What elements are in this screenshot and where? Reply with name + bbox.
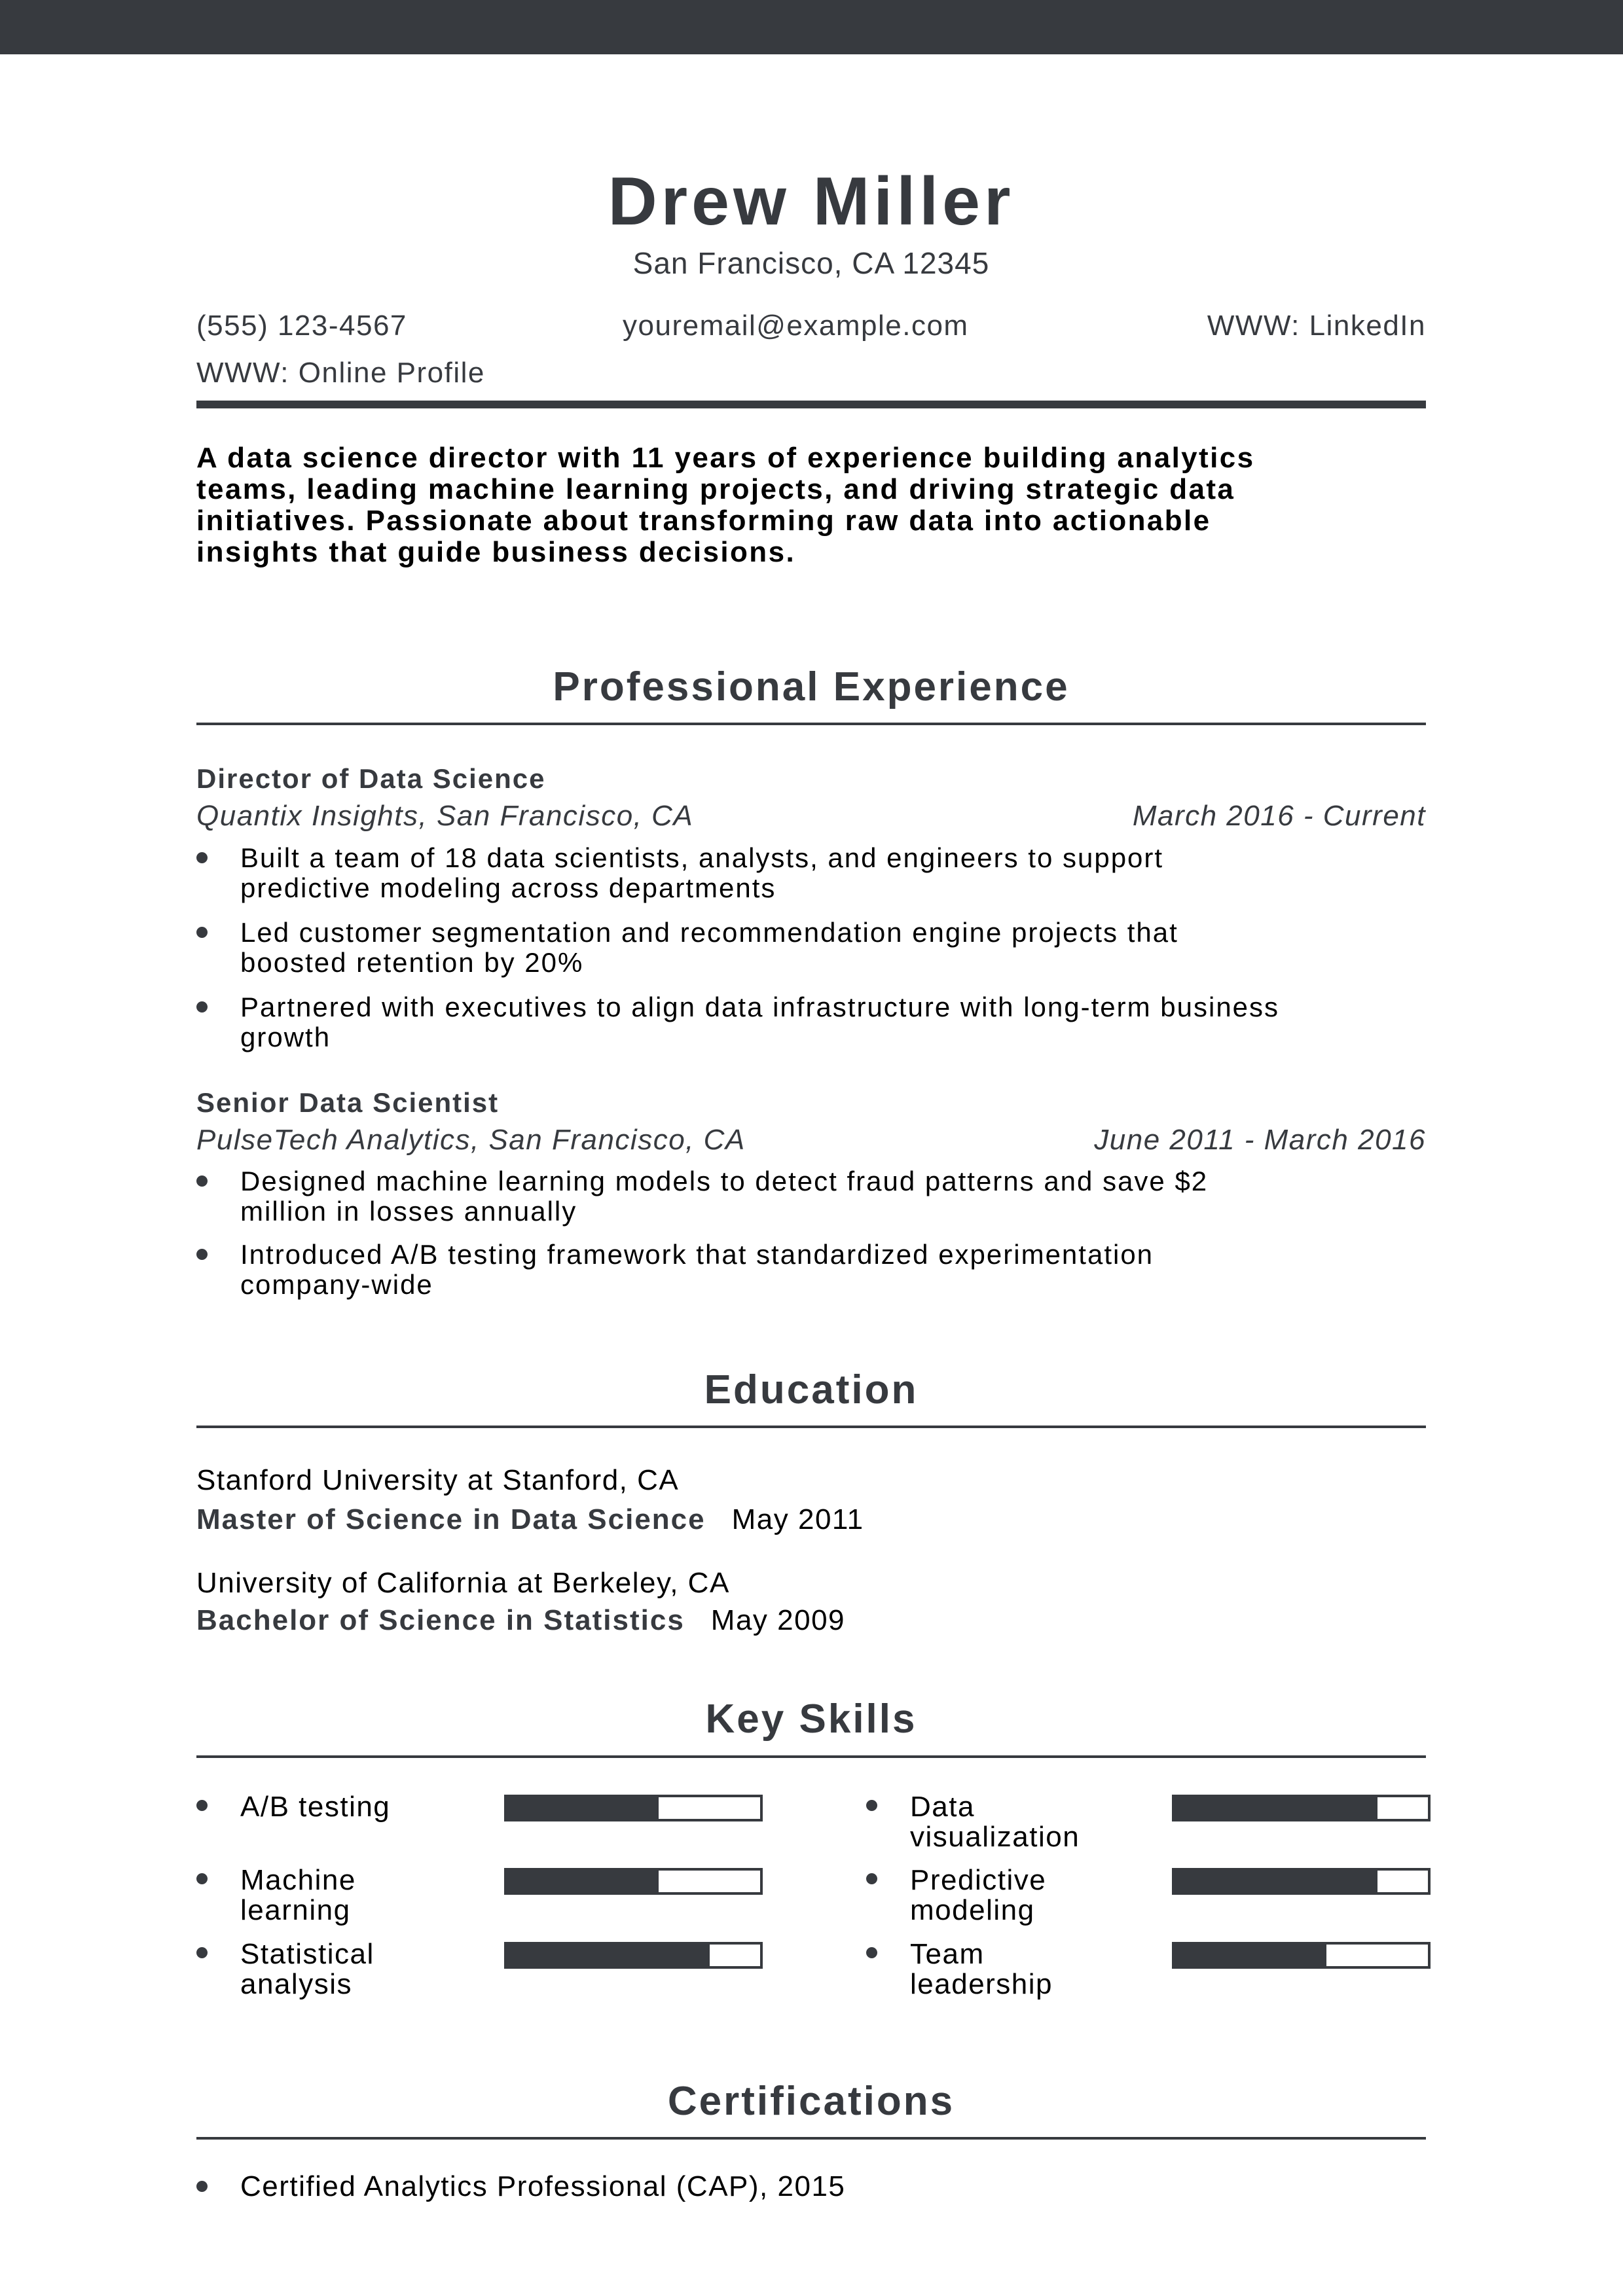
job-dates: March 2016 - Current: [1132, 800, 1426, 832]
skill-name-line: A/B testing: [240, 1791, 391, 1823]
certification-text: Certified Analytics Professional (CAP), 2015: [240, 2170, 846, 2202]
skill-level-fill: [507, 1945, 710, 1966]
bullet-line: Built a team of 18 data scientists, analysts, and engineers to support: [240, 842, 1164, 873]
bullet-icon: [196, 1175, 208, 1187]
education-degree-row: [196, 1604, 845, 1638]
bullet-icon: [196, 1873, 208, 1884]
candidate-name: Drew Miller: [608, 164, 1015, 240]
skill-name: [910, 1792, 1080, 1852]
job-company: PulseTech Analytics, San Francisco, CA: [196, 1124, 746, 1156]
header-divider: [196, 401, 1426, 408]
skill-name-line: analysis: [240, 1968, 352, 2000]
section-title-certifications: Certifications: [667, 2079, 955, 2124]
section-title-experience: Professional Experience: [553, 664, 1070, 709]
education-degree-row: [196, 1503, 864, 1537]
skill-level-fill: [507, 1797, 659, 1819]
skill-name: [240, 1865, 356, 1926]
bullet-icon: [196, 1249, 208, 1260]
job-title: Senior Data Scientist: [196, 1087, 500, 1118]
skill-name-line: Machine: [240, 1864, 356, 1896]
section-divider: [196, 723, 1426, 725]
summary-line: insights that guide business decisions.: [196, 536, 796, 568]
education-degree: Bachelor of Science in Statistics: [196, 1604, 685, 1636]
section-divider: [196, 1755, 1426, 1758]
section-divider: [196, 1426, 1426, 1428]
phone: (555) 123-4567: [196, 310, 407, 342]
bullet-line: Led customer segmentation and recommendation engine projects that: [240, 917, 1178, 948]
skill-name-line: modeling: [910, 1894, 1035, 1926]
skill-level-fill: [507, 1871, 659, 1892]
job-meta: [196, 1123, 1426, 1157]
skill-name-line: leadership: [910, 1968, 1053, 2000]
skill-level-bar: [504, 1942, 763, 1969]
bullet-icon: [196, 852, 208, 863]
skill-level-fill: [1175, 1945, 1326, 1966]
education-date: May 2011: [731, 1503, 864, 1535]
section-title-education: Education: [704, 1367, 919, 1412]
bullet-line: growth: [240, 1022, 331, 1052]
bullet-icon: [866, 1800, 877, 1811]
skill-level-bar: [504, 1795, 763, 1821]
skill-name: [910, 1939, 1053, 2000]
skill-name-line: Data: [910, 1791, 975, 1823]
bullet-line: Partnered with executives to align data infrastructure with long-term business: [240, 992, 1280, 1022]
skill-level-bar: [504, 1868, 763, 1895]
skill-name-line: Team: [910, 1938, 985, 1970]
job-meta: [196, 799, 1426, 833]
bullet-icon: [196, 1001, 208, 1013]
skill-level-bar: [1172, 1868, 1431, 1895]
online-profile-link[interactable]: WWW: Online Profile: [196, 357, 485, 389]
section-title-skills: Key Skills: [705, 1696, 917, 1742]
bullet-line: company-wide: [240, 1269, 433, 1300]
education-school: Stanford University at Stanford, CA: [196, 1464, 680, 1496]
skill-name: [910, 1865, 1046, 1926]
skill-name-line: Predictive: [910, 1864, 1047, 1896]
skill-name: [240, 1792, 390, 1822]
bullet-icon: [866, 1947, 877, 1958]
education-date: May 2009: [710, 1604, 846, 1636]
job-dates: June 2011 - March 2016: [1094, 1124, 1426, 1156]
job-title: Director of Data Science: [196, 763, 546, 794]
bullet-line: predictive modeling across departments: [240, 872, 776, 903]
bullet-icon: [196, 927, 208, 938]
bullet-icon: [196, 1947, 208, 1958]
skill-level-fill: [1175, 1871, 1377, 1892]
bullet-line: boosted retention by 20%: [240, 947, 584, 978]
summary-line: initiatives. Passionate about transforming raw data into actionable: [196, 505, 1211, 537]
top-banner: [0, 0, 1623, 54]
bullet-line: million in losses annually: [240, 1196, 577, 1227]
section-divider: [196, 2137, 1426, 2140]
linkedin-link[interactable]: WWW: LinkedIn: [1207, 310, 1426, 342]
bullet-icon: [196, 1800, 208, 1811]
skill-level-fill: [1175, 1797, 1377, 1819]
bullet-icon: [866, 1873, 877, 1884]
skill-name-line: Statistical: [240, 1938, 374, 1970]
skill-level-bar: [1172, 1795, 1431, 1821]
skill-level-bar: [1172, 1942, 1431, 1969]
skill-name-line: learning: [240, 1894, 351, 1926]
education-school: University of California at Berkeley, CA: [196, 1567, 730, 1599]
professional-summary: [196, 442, 1426, 568]
candidate-location: San Francisco, CA 12345: [632, 246, 990, 280]
bullet-line: Designed machine learning models to detect fraud patterns and save $2: [240, 1166, 1209, 1196]
bullet-line: Introduced A/B testing framework that standardized experimentation: [240, 1239, 1154, 1270]
skill-name: [240, 1939, 374, 2000]
job-company: Quantix Insights, San Francisco, CA: [196, 800, 694, 832]
bullet-icon: [196, 2181, 208, 2192]
education-degree: Master of Science in Data Science: [196, 1503, 706, 1535]
email[interactable]: youremail@example.com: [623, 310, 969, 342]
summary-line: teams, leading machine learning projects, and driving strategic data: [196, 473, 1235, 505]
summary-line: A data science director with 11 years of experience building analytics: [196, 442, 1255, 474]
skill-name-line: visualization: [910, 1821, 1080, 1853]
